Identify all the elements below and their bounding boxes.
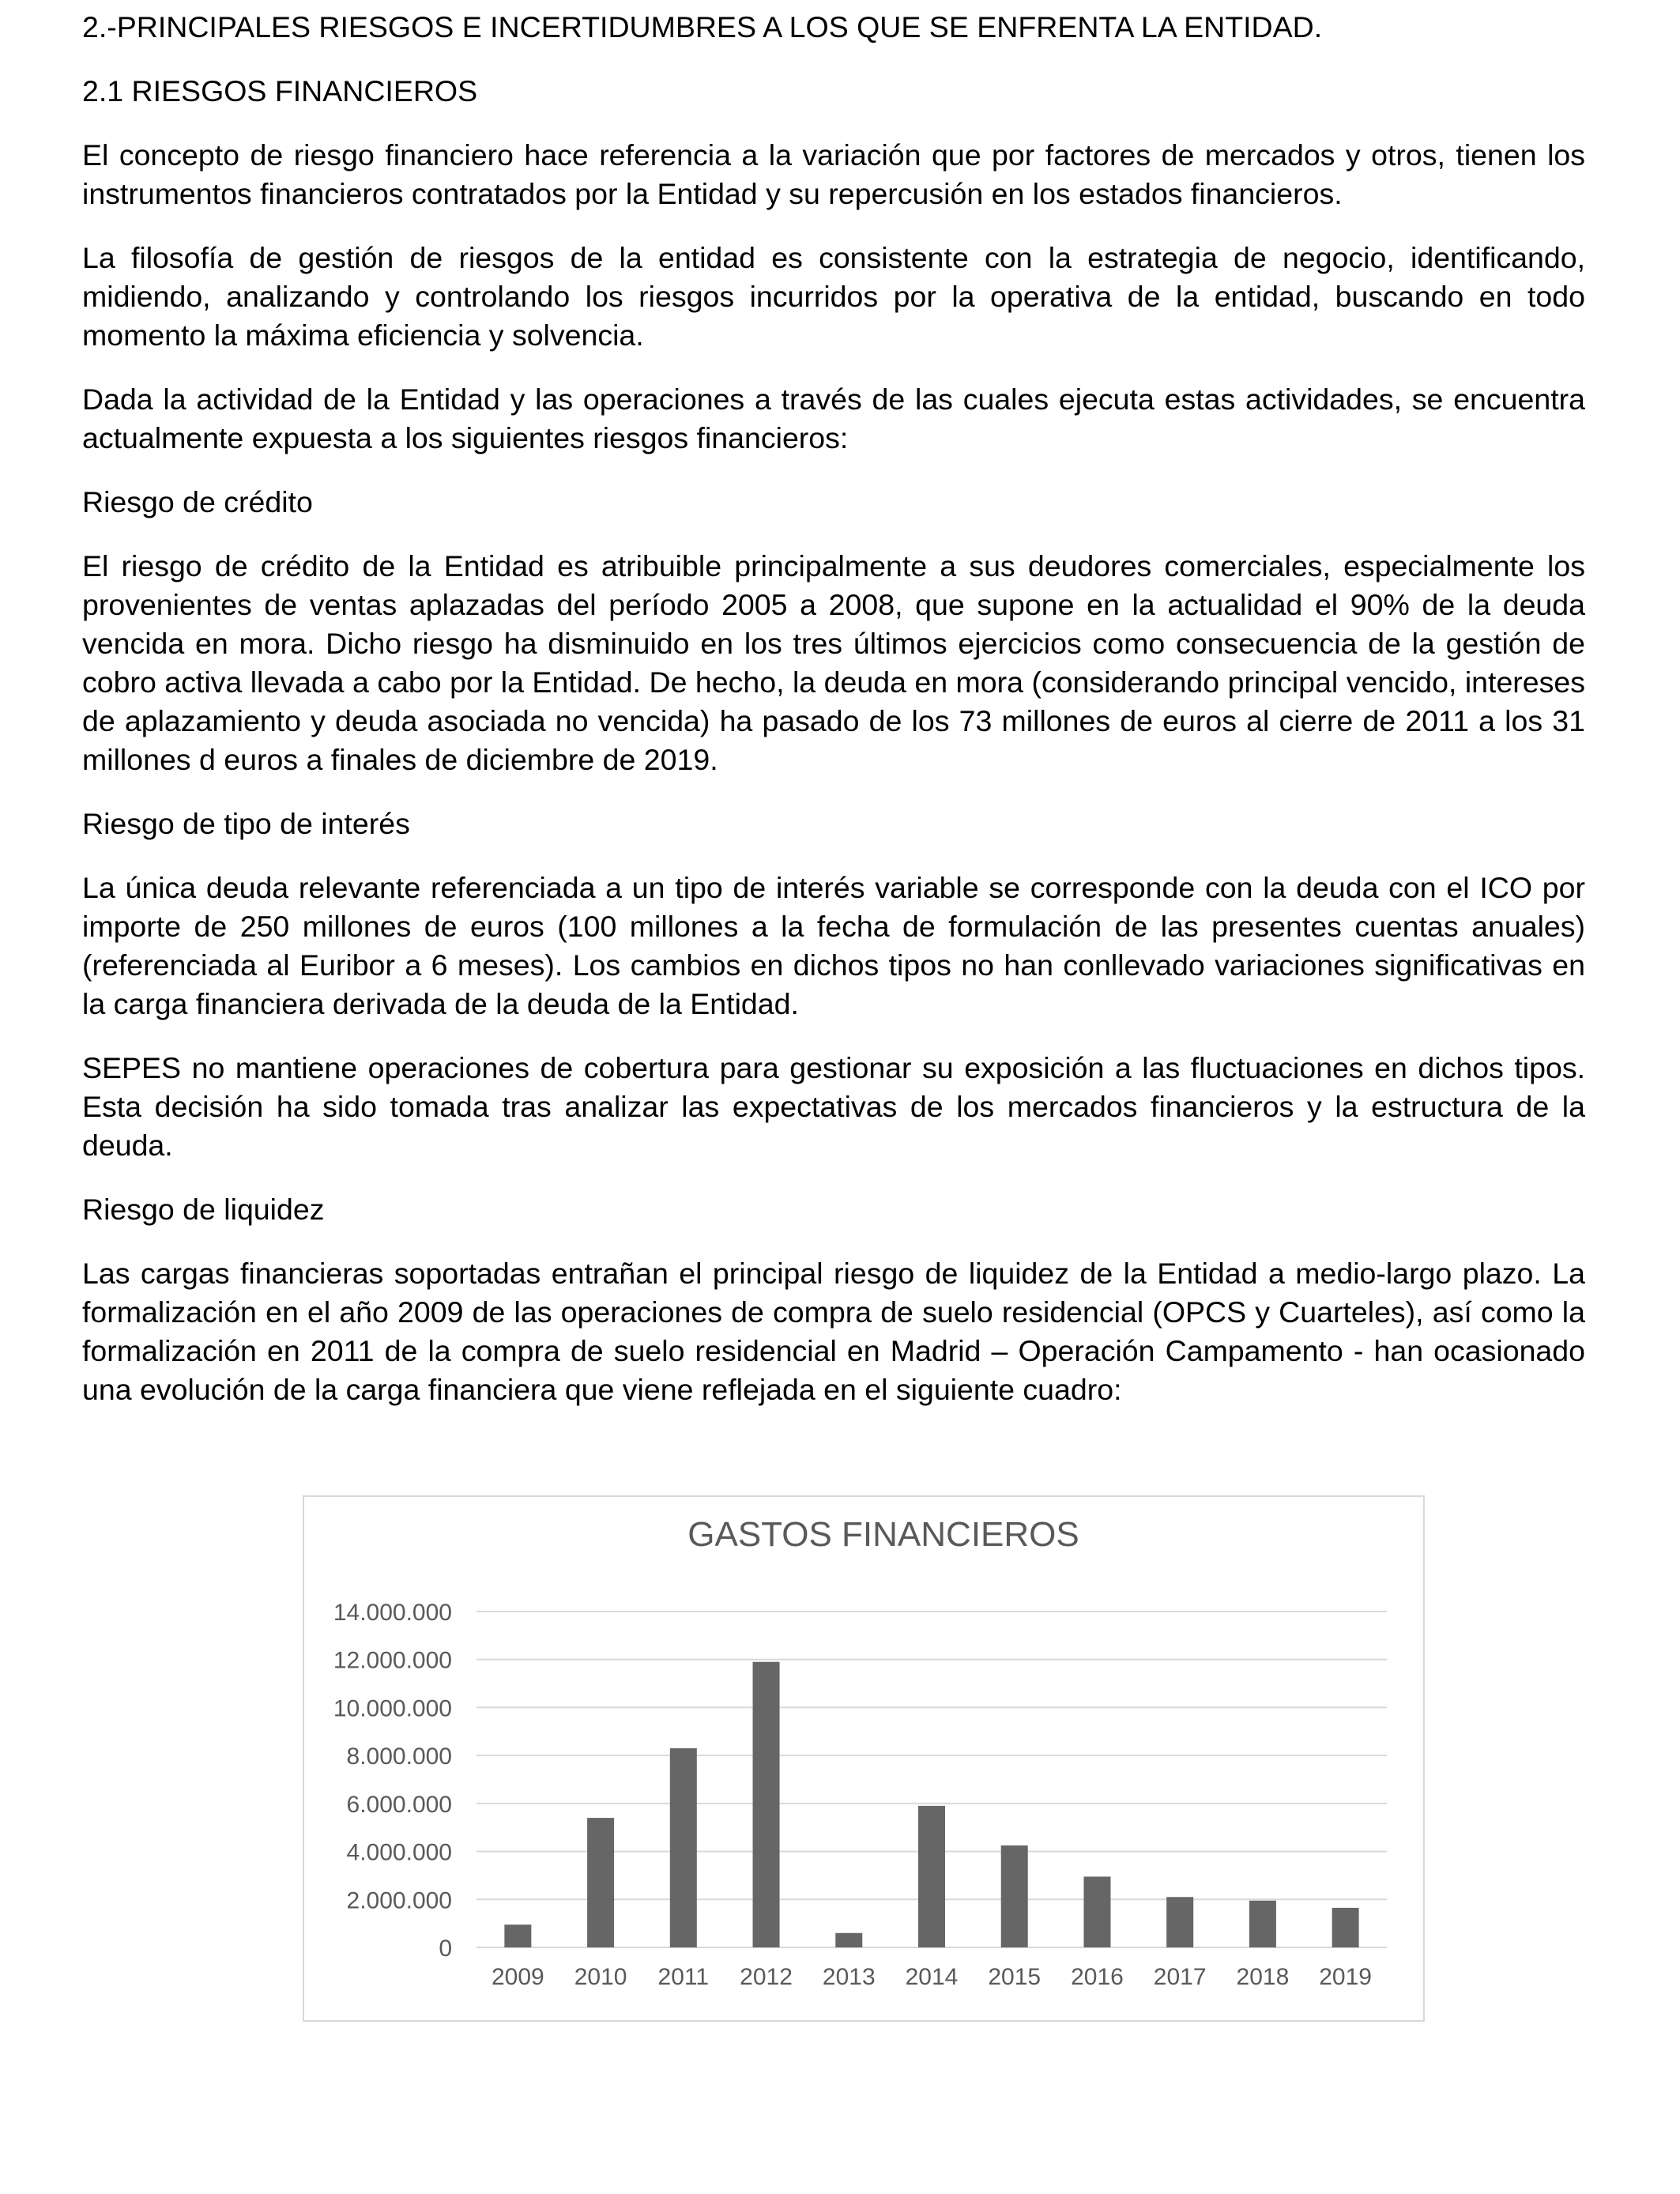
section-heading: 2.-PRINCIPALES RIESGOS E INCERTIDUMBRES A LOS QUE SE ENFRENTA LA ENTIDAD. [82, 10, 1323, 43]
y-tick-label: 0 [439, 1936, 452, 1962]
x-tick-label: 2012 [740, 1964, 793, 1990]
paragraph-interest-risk: La única deuda relevante referenciada a un tipo de interés variable se corresponde con la deuda con el ICO por importe de 250 millones de euros (100 millones a la fecha de formulación de las presentes cuentas anuales) (referenciada al Euribor a 6 meses). Los cambios en dichos tipos no han conllevado variaciones significativas en la carga financiera derivada de la deuda de la Entidad. [82, 871, 1585, 1020]
bar-2012 [753, 1662, 780, 1947]
heading-liquidity-risk: Riesgo de liquidez [82, 1193, 325, 1226]
paragraph-hedging: SEPES no mantiene operaciones de cobertura para gestionar su exposición a las fluctuaciones en dichos tipos. Esta decisión ha sido tomada tras analizar las expectativas de los mercados financieros y la estructura de la deuda. [82, 1051, 1585, 1162]
bar-2016 [1083, 1876, 1110, 1947]
x-tick-label: 2017 [1153, 1964, 1207, 1990]
bar-2013 [835, 1933, 862, 1947]
bar-2018 [1249, 1901, 1276, 1947]
bar-2010 [587, 1818, 614, 1947]
paragraph-risk-philosophy: La filosofía de gestión de riesgos de la entidad es consistente con la estrategia de negocio, identificando, midiendo, analizando y controlando los riesgos incurridos por la operativa de la entidad, buscando en todo momento la máxima eficiencia y solvencia. [82, 241, 1585, 352]
chart-title: GASTOS FINANCIEROS [687, 1515, 1079, 1554]
x-tick-label: 2011 [657, 1964, 710, 1990]
x-tick-label: 2015 [988, 1964, 1042, 1990]
y-tick-label: 4.000.000 [346, 1839, 452, 1866]
bar-2017 [1166, 1897, 1193, 1947]
x-tick-label: 2019 [1319, 1964, 1373, 1990]
paragraph-liquidity-risk: Las cargas financieras soportadas entrañan el principal riesgo de liquidez de la Entidad a medio-largo plazo. La formalización en el año 2009 de las operaciones de compra de suelo residencial (OPCS y Cuarteles), así como la formalización en 2011 de la compra de suelo residencial en Madrid – Operación Campamento - han ocasionado una evolución de la carga financiera que viene reflejada en el siguiente cuadro: [82, 1257, 1585, 1406]
x-tick-label: 2016 [1071, 1964, 1124, 1990]
x-tick-label: 2010 [574, 1964, 627, 1990]
bar-2014 [918, 1806, 945, 1947]
x-tick-label: 2018 [1236, 1964, 1290, 1990]
y-tick-label: 2.000.000 [346, 1887, 452, 1914]
paragraph-risk-exposure: Dada la actividad de la Entidad y las operaciones a través de las cuales ejecuta estas actividades, se encuentra actualmente expuesta a los siguientes riesgos financieros: [82, 383, 1585, 454]
bar-2019 [1332, 1908, 1359, 1947]
bar-2011 [670, 1748, 697, 1947]
y-tick-label: 6.000.000 [346, 1791, 452, 1818]
subsection-heading: 2.1 RIESGOS FINANCIEROS [82, 74, 478, 107]
x-tick-label: 2009 [491, 1964, 544, 1990]
bar-2009 [504, 1924, 531, 1947]
heading-interest-risk: Riesgo de tipo de interés [82, 807, 410, 840]
bar-chart [304, 1497, 1423, 2020]
y-tick-label: 14.000.000 [333, 1600, 452, 1626]
x-tick-label: 2014 [905, 1964, 959, 1990]
y-tick-label: 8.000.000 [346, 1744, 452, 1770]
chart-container [303, 1495, 1425, 2022]
paragraph-risk-concept: El concepto de riesgo financiero hace referencia a la variación que por factores de mercados y otros, tienen los instrumentos financieros contratados por la Entidad y su repercusión en los estados financieros. [82, 138, 1585, 210]
paragraph-credit-risk: El riesgo de crédito de la Entidad es atribuible principalmente a sus deudores comerciales, especialmente los provenientes de ventas aplazadas del período 2005 a 2008, que supone en la actualidad el 90% de la deuda vencida en mora. Dicho riesgo ha disminuido en los tres últimos ejercicios como consecuencia de la gestión de cobro activa llevada a cabo por la Entidad. De hecho, la deuda en mora (considerando principal vencido, intereses de aplazamiento y deuda asociada no vencida) ha pasado de los 73 millones de euros al cierre de 2011 a los 31 millones d euros a finales de diciembre de 2019. [82, 549, 1585, 776]
y-tick-label: 10.000.000 [333, 1695, 452, 1722]
bar-2015 [1001, 1845, 1028, 1947]
document-body [82, 8, 1585, 1434]
x-tick-label: 2013 [822, 1964, 876, 1990]
heading-credit-risk: Riesgo de crédito [82, 485, 313, 518]
y-tick-label: 12.000.000 [333, 1647, 452, 1674]
